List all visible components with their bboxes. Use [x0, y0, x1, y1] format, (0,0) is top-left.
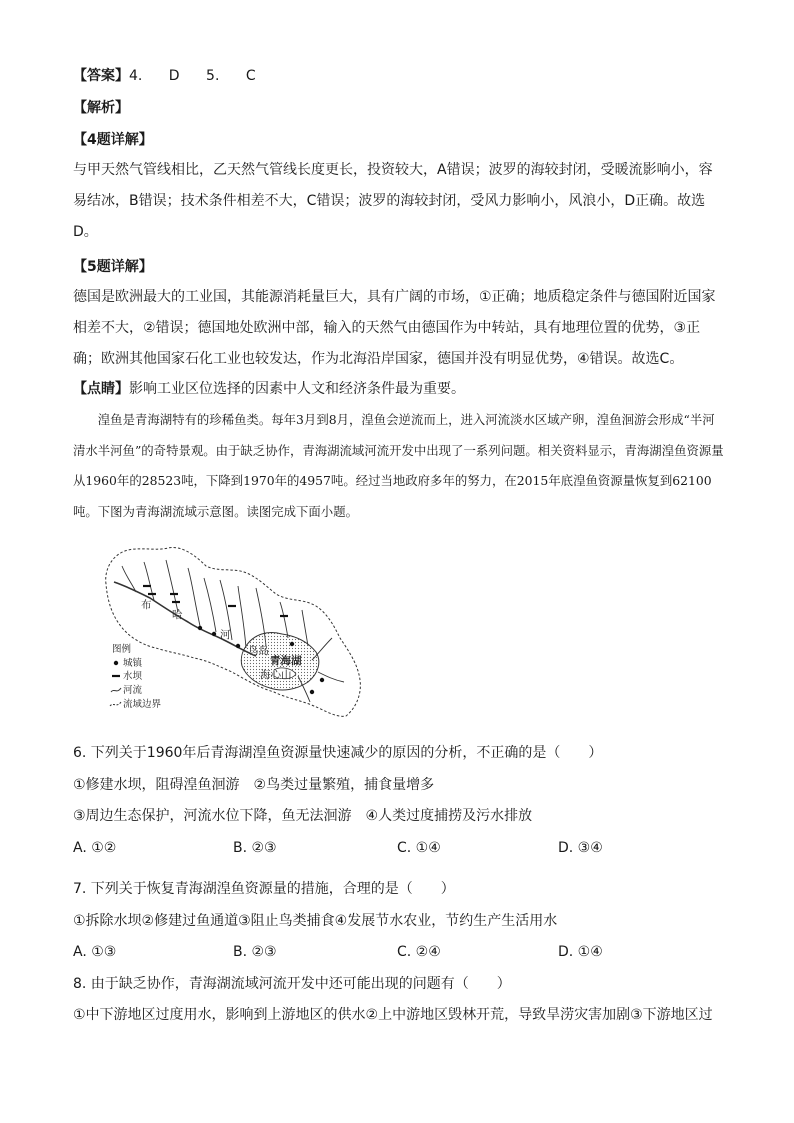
- q7-stem: 7. 下列关于恢复青海湖湟鱼资源量的措施，合理的是（ ）: [73, 881, 455, 897]
- tributary: [238, 586, 246, 648]
- analysis-tag: 【解析】: [73, 100, 129, 116]
- q7-statements: ①拆除水坝②修建过鱼通道③阻止鸟类捕食④发展节水农业，节约生产生活用水: [73, 913, 558, 929]
- tip-tag: 【点睛】: [73, 381, 129, 397]
- q5-detail-tag: 【5题详解】: [73, 259, 153, 275]
- legend-item: 城镇: [123, 658, 143, 669]
- tributary: [188, 568, 200, 626]
- q6-statements-1: ①修建水坝，阻碍湟鱼洄游 ②鸟类过量繁殖，捕食量增多: [73, 777, 435, 793]
- dam-markers: [143, 586, 288, 616]
- reading-passage: 湟鱼是青海湖特有的珍稀鱼类。每年3月到8月，湟鱼会逆流而上，进入河流淡水区域产卵，湟鱼洄游会形成“半河清水半河鱼”的奇特景观。由于缺乏协作，青海湖流域河流开发中出现了一系列问题。相关资料显示，青海湖湟鱼资源量从1960年的28523吨，下降到1970年的4957吨。经过当地政府多年的努力，在2015年底湟鱼资源量恢复到62100吨。下图为青海湖流域示意图。读图完成下面小题。: [73, 412, 724, 519]
- bird-island-label: 鸟岛: [248, 645, 269, 657]
- answer-line: [73, 66, 256, 86]
- q6-stem: 6. 下列关于1960年后青海湖湟鱼资源量快速减少的原因的分析，不正确的是（ ）: [73, 745, 603, 761]
- legend-river-icon: [111, 688, 121, 692]
- q7-option-c[interactable]: C. ②④: [397, 944, 441, 960]
- legend-boundary-icon: [110, 702, 121, 706]
- town-marker: [320, 678, 324, 682]
- q4-detail-tag: 【4题详解】: [73, 132, 153, 148]
- legend-title: 图例: [112, 644, 132, 655]
- q4-detail-text: 与甲天然气管线相比，乙天然气管线长度更长，投资较大，A错误；波罗的海较封闭，受暖流影响小，容易结冰，B错误；技术条件相差不大，C错误；波罗的海较封闭，受风力影响小，风浪小，D正确。故选D。: [73, 162, 713, 240]
- tributary: [166, 560, 178, 612]
- lake-label: 青海湖: [270, 655, 302, 667]
- town-marker: [198, 626, 202, 630]
- haixin-mountain-label: 海心山: [260, 669, 292, 681]
- q6-option-d[interactable]: D. ③④: [558, 840, 603, 856]
- q8-stem: 8. 由于缺乏协作，青海湖流域河流开发中还可能出现的问题有（ ）: [73, 976, 511, 992]
- legend-item: 流域边界: [123, 699, 162, 710]
- q6-option-c[interactable]: C. ①④: [397, 840, 441, 856]
- tip-line: [73, 379, 465, 399]
- q6-option-a[interactable]: A. ①②: [73, 840, 117, 856]
- basin-boundary: [106, 547, 361, 716]
- main-river: [114, 582, 256, 656]
- town-marker: [310, 690, 314, 694]
- q7-option-a[interactable]: A. ①③: [73, 944, 117, 960]
- tributary: [204, 578, 216, 632]
- town-marker: [212, 632, 216, 636]
- q7-option-b[interactable]: B. ②③: [233, 944, 277, 960]
- q6-statements-2: ③周边生态保护，河流水位下降，鱼无法洄游 ④人类过度捕捞及污水排放: [73, 808, 533, 824]
- map-legend: [110, 643, 162, 710]
- qinghai-lake-basin-map: [96, 542, 364, 720]
- town-marker: [290, 642, 294, 646]
- tributary: [280, 602, 288, 638]
- answer-text: 4. D 5. C: [129, 68, 256, 84]
- river-label-char: 哈: [172, 609, 183, 621]
- tip-text: 影响工业区位选择的因素中人文和经济条件最为重要。: [129, 381, 465, 397]
- town-marker: [236, 644, 240, 648]
- river-label-char: 布: [141, 599, 152, 611]
- legend-town-icon: [114, 661, 118, 665]
- q7-option-d[interactable]: D. ①④: [558, 944, 603, 960]
- legend-item: 河流: [123, 685, 143, 696]
- legend-item: 水坝: [123, 671, 143, 682]
- river-label-char: 河: [220, 629, 231, 641]
- q5-detail-text: 德国是欧洲最大的工业国，其能源消耗量巨大，具有广阔的市场，①正确；地质稳定条件与德国附近国家相差不大，②错误；德国地处欧洲中部，输入的天然气由德国作为中转站，具有地理位置的优势，③正确；欧洲其他国家石化工业也较发达，作为北海沿岸国家，德国并没有明显优势，④错误。故选C。: [73, 289, 716, 367]
- q6-option-b[interactable]: B. ②③: [233, 840, 277, 856]
- q8-statements: ①中下游地区过度用水，影响到上游地区的供水②上中游地区毁林开荒，导致旱涝灾害加剧③下游地区过: [73, 1007, 713, 1023]
- answer-tag: 【答案】: [73, 68, 129, 84]
